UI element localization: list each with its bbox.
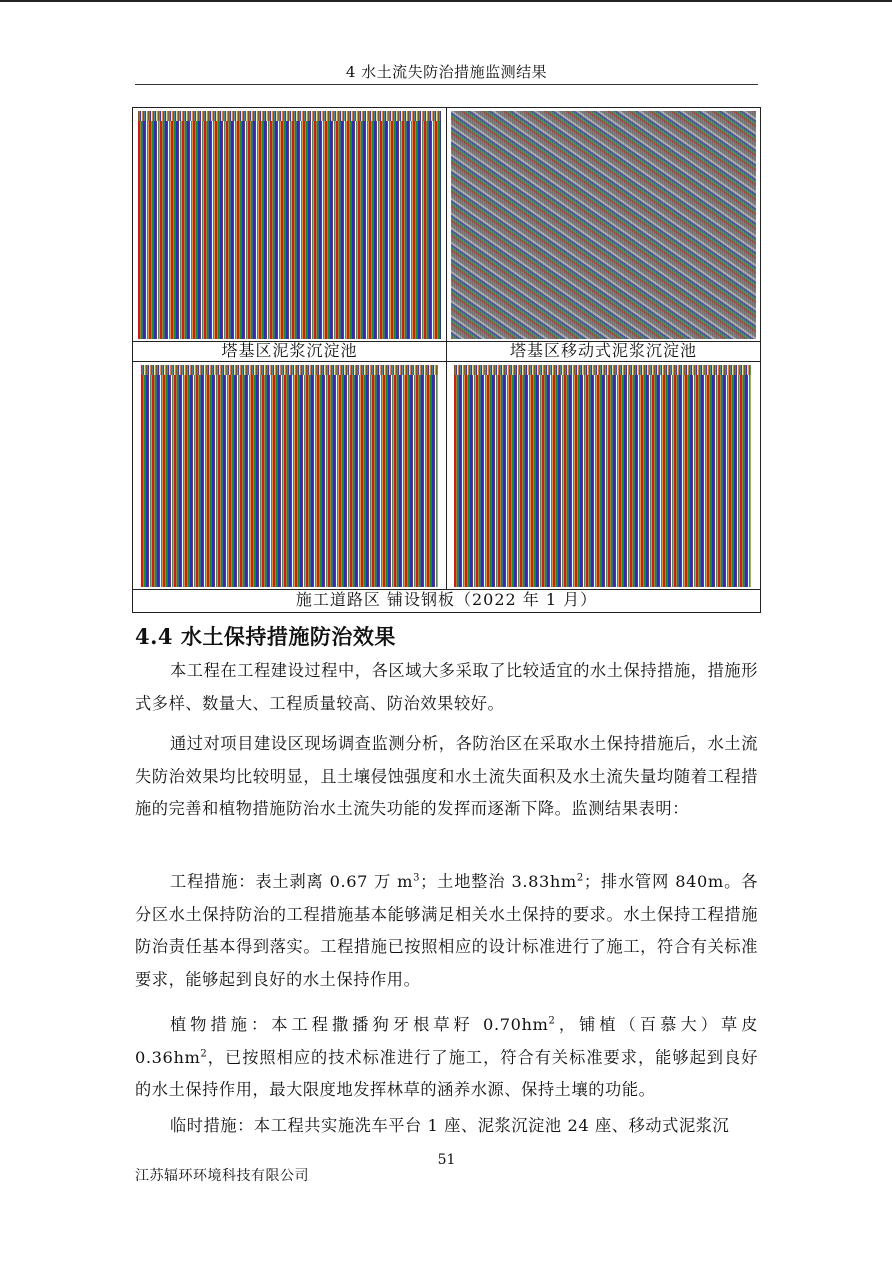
photo-road-steel-plate-left	[141, 365, 438, 587]
engineering-text-b: ；土地整治 3.83hm	[420, 872, 577, 891]
table-divider-vertical	[446, 361, 447, 589]
running-header: 4 水土流失防治措施监测结果	[345, 63, 548, 81]
photo-mobile-mud-sedimentation-tank	[451, 111, 756, 339]
paragraph-temporary-measures: 临时措施：本工程共实施洗车平台 1 座、泥浆沉淀池 24 座、移动式泥浆沉	[170, 1116, 730, 1135]
header-rule	[135, 84, 758, 85]
page-top-border	[0, 0, 892, 2]
superscript: 2	[548, 1015, 556, 1027]
superscript: 2	[200, 1048, 208, 1060]
footer-company-name: 江苏辐环环境科技有限公司	[135, 1168, 309, 1184]
vegetation-text-a: 植物措施：本工程撒播狗牙根草籽 0.70hm	[170, 1015, 549, 1034]
photo-noise-band	[141, 365, 438, 375]
superscript: 3	[413, 872, 421, 884]
engineering-text-a: 工程措施：表土剥离 0.67 万 m	[170, 872, 414, 891]
photo-noise-band	[138, 111, 441, 121]
photo-table	[132, 107, 761, 613]
page-number: 51	[437, 1152, 456, 1168]
vegetation-text-b: ，铺植（百慕大）草皮 0.36hm	[135, 1015, 758, 1067]
engineering-text-c: ；排水管网 840m。各分区水土保持防治的工程措施基本能够满足相关水土保持的要求。水土保持工程措施防治责任基本得到落实。工程措施已按照相应的设计标准进行了施工，符合有关标准要求，能够起到良好的水土保持作用。	[135, 872, 758, 989]
vegetation-text-c: ，已按照相应的技术标准进行了施工，符合有关标准要求，能够起到良好的水土保持作用，最大限度地发挥林草的涵养水源、保持土壤的功能。	[135, 1047, 758, 1099]
caption-road-steel-plate: 施工道路区 铺设钢板（2022 年 1 月）	[295, 590, 598, 609]
superscript: 2	[576, 872, 584, 884]
caption-mobile-mud-sedimentation-tank: 塔基区移动式泥浆沉淀池	[509, 341, 697, 360]
paragraph-vegetation-measures	[135, 1009, 758, 1107]
photo-mud-sedimentation-tank	[138, 111, 441, 339]
paragraph-overview: 本工程在工程建设过程中，各区域大多采取了比较适宜的水土保持措施，措施形式多样、数量大、工程质量较高、防治效果较好。	[135, 661, 758, 713]
table-divider-vertical	[446, 108, 447, 361]
paragraph-monitoring-analysis: 通过对项目建设区现场调查监测分析，各防治区在采取水土保持措施后，水土流失防治效果均比较明显，且土壤侵蚀强度和水土流失面积及水土流失量均随着工程措施的完善和植物措施防治水土流失功能的发挥而逐渐下降。监测结果表明：	[135, 734, 758, 818]
paragraph-engineering-measures	[135, 866, 758, 996]
section-heading: 4.4 水土保持措施防治效果	[135, 624, 396, 649]
photo-road-steel-plate-right	[454, 365, 751, 587]
photo-noise-band	[454, 365, 751, 375]
caption-mud-sedimentation-tank: 塔基区泥浆沉淀池	[221, 341, 358, 360]
